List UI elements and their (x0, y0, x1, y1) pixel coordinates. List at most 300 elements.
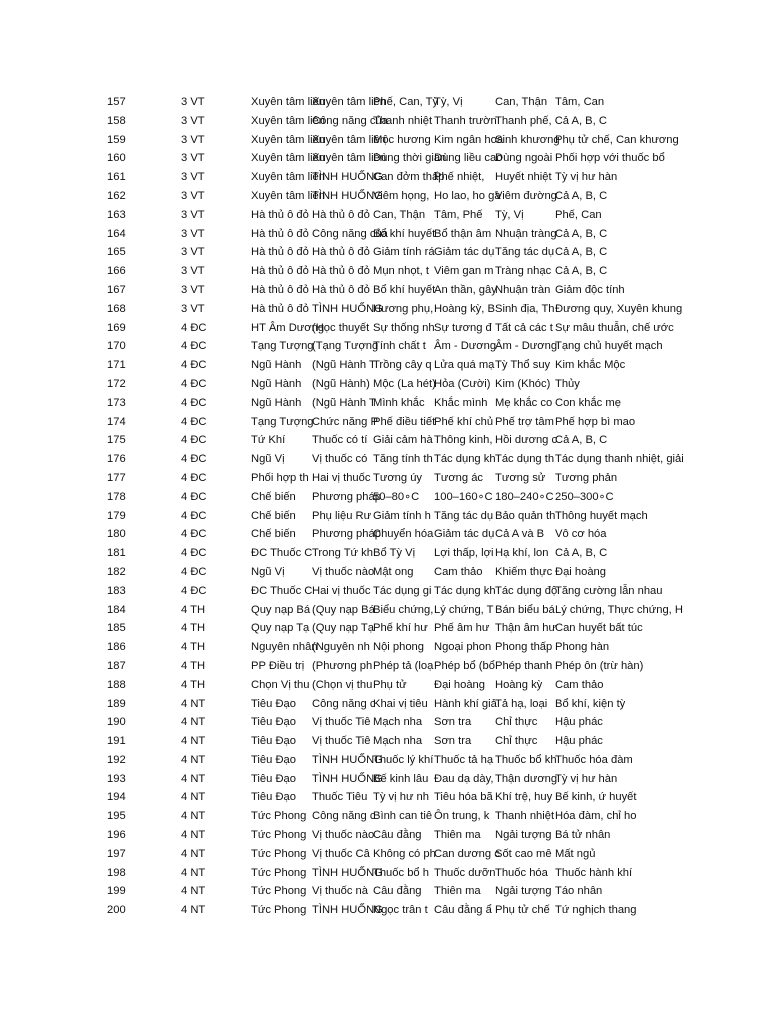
row-number-cell[interactable]: 178 (107, 490, 126, 503)
option-c-cell[interactable]: Thanh nhiệt (495, 810, 555, 823)
option-d-cell[interactable]: Tương phản (555, 471, 618, 484)
option-b-cell[interactable]: Giảm tác dụ (434, 528, 495, 541)
option-d-cell[interactable]: Bá tử nhân (555, 829, 611, 842)
option-d-cell[interactable]: Cả A, B, C (555, 547, 608, 560)
row-number-cell[interactable]: 171 (107, 359, 126, 372)
option-a-cell[interactable]: Trồng cây q (373, 359, 432, 372)
option-a-cell[interactable]: Tương úy (373, 471, 423, 484)
option-d-cell[interactable]: Đại hoàng (555, 565, 607, 578)
topic-cell[interactable]: ĐC Thuốc C (251, 584, 313, 597)
category-cell[interactable]: 3 VT (181, 246, 205, 259)
option-b-cell[interactable]: Tác dụng kh (434, 584, 496, 597)
option-d-cell[interactable]: Phong hàn (555, 641, 610, 654)
topic-cell[interactable]: Ngũ Hành (251, 396, 302, 409)
option-d-cell[interactable]: Cả A, B, C (555, 434, 608, 447)
option-a-cell[interactable]: Biểu chứng, (373, 603, 434, 616)
topic-cell[interactable]: Tức Phong (251, 847, 307, 860)
question-cell[interactable]: Trong Tứ kh (312, 547, 373, 560)
category-cell[interactable]: 4 ĐC (181, 434, 207, 447)
option-b-cell[interactable]: Phế nhiệt, (434, 171, 485, 184)
option-c-cell[interactable]: Chỉ thực (495, 716, 538, 729)
category-cell[interactable]: 3 VT (181, 283, 205, 296)
question-cell[interactable]: Xuyên tâm liên (312, 133, 387, 146)
topic-cell[interactable]: Hà thủ ô đỏ (251, 283, 309, 296)
option-a-cell[interactable]: Phế điều tiết (373, 415, 436, 428)
row-number-cell[interactable]: 158 (107, 114, 126, 127)
option-a-cell[interactable]: Tăng tính th (373, 453, 433, 466)
option-c-cell[interactable]: Hạ khí, lon (495, 547, 549, 560)
question-cell[interactable]: Hai vị thuốc (312, 584, 371, 597)
topic-cell[interactable]: Chế biến (251, 509, 296, 522)
option-a-cell[interactable]: Phế khí hư (373, 622, 428, 635)
question-cell[interactable]: TÌNH HUỐNG (312, 866, 383, 879)
option-c-cell[interactable]: Tương sử (495, 471, 546, 484)
option-b-cell[interactable]: Sơn tra (434, 735, 472, 748)
question-cell[interactable]: (Ngũ Hành T (312, 396, 376, 409)
question-cell[interactable]: Vị thuốc Tiê (312, 716, 371, 729)
option-a-cell[interactable]: Câu đằng (373, 885, 422, 898)
topic-cell[interactable]: Chọn Vị thu (251, 678, 310, 691)
option-c-cell[interactable]: Sinh địa, Th (495, 302, 555, 315)
option-a-cell[interactable]: Mạch nha (373, 735, 423, 748)
question-cell[interactable]: Vị thuốc nà (312, 885, 368, 898)
row-number-cell[interactable]: 168 (107, 302, 126, 315)
topic-cell[interactable]: Tức Phong (251, 885, 307, 898)
option-d-cell[interactable]: Tứ nghịch thang (555, 904, 637, 917)
option-d-cell[interactable]: Cả A, B, C (555, 227, 608, 240)
option-d-cell[interactable]: Bổ khí, kiện tỳ (555, 697, 626, 710)
question-cell[interactable]: Chức năng P (312, 415, 378, 428)
option-b-cell[interactable]: Tâm, Phế (434, 208, 483, 221)
option-c-cell[interactable]: Khí trệ, huy (495, 791, 553, 804)
option-b-cell[interactable]: Ngoại phon (434, 641, 492, 654)
option-a-cell[interactable]: Không có ph (373, 847, 436, 860)
option-c-cell[interactable]: Tràng nhạc (495, 265, 552, 278)
topic-cell[interactable]: Xuyên tâm liên (251, 133, 326, 146)
topic-cell[interactable]: Tức Phong (251, 810, 307, 823)
option-a-cell[interactable]: Nội phong (373, 641, 425, 654)
question-cell[interactable]: (Tạng Tượng (312, 340, 379, 353)
option-d-cell[interactable]: Thông huyết mạch (555, 509, 648, 522)
option-b-cell[interactable]: Dùng liều cao (434, 152, 503, 165)
topic-cell[interactable]: Tức Phong (251, 829, 307, 842)
row-number-cell[interactable]: 185 (107, 622, 126, 635)
topic-cell[interactable]: Xuyên tâm liên (251, 114, 326, 127)
question-cell[interactable]: Phương pháp (312, 490, 381, 503)
option-a-cell[interactable]: Viêm họng, (373, 189, 430, 202)
option-b-cell[interactable]: Bổ thận âm (434, 227, 492, 240)
question-cell[interactable]: Xuyên tâm liên (312, 152, 387, 165)
row-number-cell[interactable]: 172 (107, 377, 126, 390)
option-d-cell[interactable]: Lý chứng, Thực chứng, H (555, 603, 683, 616)
option-c-cell[interactable]: Phế trợ tâm (495, 415, 554, 428)
option-b-cell[interactable]: Sự tương đ (434, 321, 492, 334)
option-c-cell[interactable]: Cả A và B (495, 528, 545, 541)
option-b-cell[interactable]: 100–160∘C (434, 490, 493, 503)
option-c-cell[interactable]: Ngải tượng (495, 829, 552, 842)
row-number-cell[interactable]: 182 (107, 565, 126, 578)
row-number-cell[interactable]: 188 (107, 678, 126, 691)
option-a-cell[interactable]: Mạch nha (373, 716, 423, 729)
option-a-cell[interactable]: Thuốc lý khí (373, 753, 434, 766)
option-d-cell[interactable]: Thủy (555, 377, 580, 390)
row-number-cell[interactable]: 193 (107, 772, 126, 785)
option-b-cell[interactable]: Sơn tra (434, 716, 472, 729)
option-a-cell[interactable]: Bình can tiê (373, 810, 433, 823)
option-b-cell[interactable]: Đau dạ dày, (434, 772, 494, 785)
row-number-cell[interactable]: 173 (107, 396, 126, 409)
option-a-cell[interactable]: Phép tả (loạ (373, 659, 434, 672)
option-a-cell[interactable]: Tác dụng gi (373, 584, 432, 597)
option-d-cell[interactable]: Con khắc mẹ (555, 396, 621, 409)
option-b-cell[interactable]: Hỏa (Cười) (434, 377, 491, 390)
option-a-cell[interactable]: Giảm tính h (373, 509, 431, 522)
option-b-cell[interactable]: Ôn trung, k (434, 810, 490, 823)
row-number-cell[interactable]: 196 (107, 829, 126, 842)
option-d-cell[interactable]: Phép ôn (trừ hàn) (555, 659, 644, 672)
category-cell[interactable]: 4 TH (181, 603, 206, 616)
question-cell[interactable]: Hai vị thuốc (312, 471, 371, 484)
option-b-cell[interactable]: Lợi thấp, lợi (434, 547, 494, 560)
row-number-cell[interactable]: 177 (107, 471, 126, 484)
option-c-cell[interactable]: Thanh phế, Cả A, B, C (495, 114, 607, 127)
option-b-cell[interactable]: An thần, gây (434, 283, 497, 296)
category-cell[interactable]: 4 NT (181, 697, 206, 710)
row-number-cell[interactable]: 160 (107, 152, 126, 165)
topic-cell[interactable]: Tiêu Đạo (251, 772, 296, 785)
topic-cell[interactable]: HT Âm Dương (251, 321, 325, 334)
row-number-cell[interactable]: 166 (107, 265, 126, 278)
option-a-cell[interactable]: Phụ tử (373, 678, 407, 691)
option-b-cell[interactable]: Phế khí chủ (434, 415, 494, 428)
topic-cell[interactable]: Phối hợp th (251, 471, 309, 484)
topic-cell[interactable]: Xuyên tâm liên (251, 152, 326, 165)
option-d-cell[interactable]: Bế kinh, ứ huyết (555, 791, 637, 804)
topic-cell[interactable]: Ngũ Hành (251, 359, 302, 372)
topic-cell[interactable]: Tiêu Đạo (251, 716, 296, 729)
topic-cell[interactable]: Tiêu Đạo (251, 697, 296, 710)
question-cell[interactable]: Hà thủ ô đỏ (312, 283, 370, 296)
option-d-cell[interactable]: Đương quy, Xuyên khung (555, 302, 683, 315)
option-c-cell[interactable]: 180–240∘C (495, 490, 554, 503)
option-b-cell[interactable]: Viêm gan m (434, 265, 494, 278)
option-b-cell[interactable]: Thuốc dưỡn (434, 866, 496, 879)
option-d-cell[interactable]: Hậu phác (555, 716, 603, 729)
row-number-cell[interactable]: 163 (107, 208, 126, 221)
question-cell[interactable]: Hà thủ ô đỏ (312, 246, 370, 259)
option-a-cell[interactable]: Can đởm thấp (373, 171, 445, 184)
option-b-cell[interactable]: Can dương c (434, 847, 500, 860)
category-cell[interactable]: 4 ĐC (181, 359, 207, 372)
question-cell[interactable]: Thuốc có tí (312, 434, 368, 447)
category-cell[interactable]: 4 ĐC (181, 415, 207, 428)
category-cell[interactable]: 4 NT (181, 810, 206, 823)
row-number-cell[interactable]: 199 (107, 885, 126, 898)
topic-cell[interactable]: Tạng Tượng (251, 415, 314, 428)
question-cell[interactable]: Xuyên tâm liên (312, 96, 387, 108)
option-d-cell[interactable]: Thuốc hóa đàm (555, 753, 633, 766)
option-b-cell[interactable]: Khắc mình (434, 396, 488, 409)
topic-cell[interactable]: Hà thủ ô đỏ (251, 302, 309, 315)
topic-cell[interactable]: Tiêu Đạo (251, 753, 296, 766)
topic-cell[interactable]: Xuyên tâm liên (251, 96, 326, 108)
category-cell[interactable]: 4 TH (181, 678, 206, 691)
option-c-cell[interactable]: Kim (Khóc) (495, 377, 551, 390)
option-c-cell[interactable]: Phong thấp (495, 641, 553, 654)
question-cell[interactable]: Công năng c (312, 697, 376, 710)
option-d-cell[interactable]: Can huyết bất túc (555, 622, 643, 635)
option-c-cell[interactable]: Tả hạ, loại (495, 697, 548, 710)
option-a-cell[interactable]: Thuốc bổ h (373, 866, 429, 879)
category-cell[interactable]: 4 NT (181, 904, 206, 917)
category-cell[interactable]: 4 ĐC (181, 377, 207, 390)
question-cell[interactable]: (Chọn vị thu (312, 678, 373, 691)
option-c-cell[interactable]: Tác dụng th (495, 453, 555, 466)
option-a-cell[interactable]: Sự thống nh (373, 321, 435, 334)
category-cell[interactable]: 3 VT (181, 96, 205, 108)
topic-cell[interactable]: Hà thủ ô đỏ (251, 246, 309, 259)
question-cell[interactable]: TÌNH HUỐNG (312, 189, 383, 202)
option-c-cell[interactable]: Phép thanh (495, 659, 553, 672)
option-b-cell[interactable]: Lửa quá mạ (434, 359, 495, 372)
row-number-cell[interactable]: 179 (107, 509, 126, 522)
topic-cell[interactable]: Tạng Tượng (251, 340, 314, 353)
option-d-cell[interactable]: Hóa đàm, chỉ ho (555, 810, 637, 823)
row-number-cell[interactable]: 174 (107, 415, 126, 428)
option-c-cell[interactable]: Ngải tượng (495, 885, 552, 898)
row-number-cell[interactable]: 161 (107, 171, 126, 184)
topic-cell[interactable]: PP Điều trị (251, 659, 305, 672)
option-c-cell[interactable]: Bán biểu bá (495, 603, 555, 616)
category-cell[interactable]: 3 VT (181, 114, 205, 127)
option-b-cell[interactable]: Âm - Dương (434, 340, 497, 353)
question-cell[interactable]: (Học thuyết (312, 321, 370, 334)
option-c-cell[interactable]: Tỳ Thổ suy (495, 359, 551, 372)
category-cell[interactable]: 4 NT (181, 866, 206, 879)
option-c-cell[interactable]: Âm - Dương (495, 340, 558, 353)
option-c-cell[interactable]: Tỳ, Vị (495, 208, 524, 221)
option-d-cell[interactable]: Kim khắc Mộc (555, 359, 626, 372)
question-cell[interactable]: (Quy nạp Tạ (312, 622, 374, 635)
option-d-cell[interactable]: Tạng chủ huyết mạch (555, 340, 663, 353)
option-c-cell[interactable]: Thận dương (495, 772, 558, 785)
row-number-cell[interactable]: 157 (107, 96, 126, 108)
row-number-cell[interactable]: 162 (107, 189, 126, 202)
row-number-cell[interactable]: 181 (107, 547, 126, 560)
row-number-cell[interactable]: 159 (107, 133, 126, 146)
option-d-cell[interactable]: Tăng cường lẫn nhau (555, 584, 663, 597)
row-number-cell[interactable]: 167 (107, 283, 126, 296)
category-cell[interactable]: 4 NT (181, 716, 206, 729)
question-cell[interactable]: Vị thuốc nào (312, 565, 375, 578)
row-number-cell[interactable]: 187 (107, 659, 126, 672)
option-a-cell[interactable]: Mộc (La hét) (373, 377, 436, 390)
option-d-cell[interactable]: Giảm độc tính (555, 283, 625, 296)
option-b-cell[interactable]: Tỳ, Vị (434, 96, 463, 108)
option-d-cell[interactable]: Cả A, B, C (555, 189, 608, 202)
option-d-cell[interactable]: Cả A, B, C (555, 246, 608, 259)
category-cell[interactable]: 4 ĐC (181, 528, 207, 541)
row-number-cell[interactable]: 180 (107, 528, 126, 541)
category-cell[interactable]: 4 ĐC (181, 471, 207, 484)
option-d-cell[interactable]: Sự mâu thuẫn, chế ước (555, 321, 674, 334)
question-cell[interactable]: (Quy nạp Bá (312, 603, 375, 616)
row-number-cell[interactable]: 186 (107, 641, 126, 654)
option-a-cell[interactable]: Hương phụ, (373, 302, 434, 315)
option-b-cell[interactable]: Thiên ma (434, 885, 481, 898)
option-b-cell[interactable]: Hành khí giả (434, 697, 497, 710)
topic-cell[interactable]: Xuyên tâm liên (251, 171, 326, 184)
option-c-cell[interactable]: Sinh khương (495, 133, 560, 146)
option-d-cell[interactable]: Táo nhân (555, 885, 603, 898)
row-number-cell[interactable]: 183 (107, 584, 126, 597)
option-c-cell[interactable]: Thận âm hư (495, 622, 556, 635)
option-c-cell[interactable]: Dùng ngoài (495, 152, 553, 165)
option-d-cell[interactable]: Cả A, B, C (555, 265, 608, 278)
option-c-cell[interactable]: Can, Thận (495, 96, 548, 108)
option-b-cell[interactable]: Kim ngân hoa (434, 133, 504, 146)
option-a-cell[interactable]: Thanh nhiệt (373, 114, 433, 127)
category-cell[interactable]: 4 NT (181, 791, 206, 804)
category-cell[interactable]: 3 VT (181, 208, 205, 221)
topic-cell[interactable]: Quy nạp Tạ (251, 622, 310, 635)
option-a-cell[interactable]: Dùng thời gian (373, 152, 447, 165)
option-b-cell[interactable]: Câu đằng ẩ (434, 904, 492, 917)
option-c-cell[interactable]: Thuốc hóa (495, 866, 548, 879)
category-cell[interactable]: 4 ĐC (181, 340, 207, 353)
option-d-cell[interactable]: Tác dụng thanh nhiệt, giải (555, 453, 684, 466)
option-c-cell[interactable]: Phụ tử chế (495, 904, 550, 917)
category-cell[interactable]: 4 ĐC (181, 584, 207, 597)
option-a-cell[interactable]: Khai vị tiêu (373, 697, 428, 710)
question-cell[interactable]: Hà thủ ô đỏ (312, 265, 370, 278)
row-number-cell[interactable]: 189 (107, 697, 126, 710)
row-number-cell[interactable]: 176 (107, 453, 126, 466)
row-number-cell[interactable]: 190 (107, 716, 126, 729)
option-d-cell[interactable]: Phế hợp bì mao (555, 415, 636, 428)
option-c-cell[interactable]: Bảo quản th (495, 509, 556, 522)
row-number-cell[interactable]: 164 (107, 227, 126, 240)
option-b-cell[interactable]: Thuốc tả hạ (434, 753, 494, 766)
topic-cell[interactable]: Chế biến (251, 528, 296, 541)
option-c-cell[interactable]: Hồi dương c (495, 434, 558, 447)
option-a-cell[interactable]: Bổ Tỳ Vị (373, 547, 416, 560)
option-d-cell[interactable]: Thuốc hành khí (555, 866, 633, 879)
option-d-cell[interactable]: Phụ tử chế, Can khương (555, 133, 679, 146)
row-number-cell[interactable]: 200 (107, 904, 126, 917)
option-b-cell[interactable]: Đại hoàng (434, 678, 486, 691)
option-b-cell[interactable]: Thông kinh, (434, 434, 493, 447)
option-d-cell[interactable]: Phế, Can (555, 208, 602, 221)
category-cell[interactable]: 4 ĐC (181, 509, 207, 522)
question-cell[interactable]: (Ngũ Hành) (312, 377, 370, 390)
option-b-cell[interactable]: Tương ác (434, 471, 484, 484)
option-b-cell[interactable]: Tác dụng kh (434, 453, 496, 466)
topic-cell[interactable]: Chế biến (251, 490, 296, 503)
topic-cell[interactable]: Hà thủ ô đỏ (251, 208, 309, 221)
category-cell[interactable]: 4 ĐC (181, 547, 207, 560)
category-cell[interactable]: 3 VT (181, 265, 205, 278)
option-a-cell[interactable]: 50–80∘C (373, 490, 420, 503)
option-c-cell[interactable]: Khiếm thực (495, 565, 553, 578)
topic-cell[interactable]: Tứ Khí (251, 434, 286, 447)
option-b-cell[interactable]: Phế âm hư (434, 622, 490, 635)
option-a-cell[interactable]: Giải cảm hà (373, 434, 433, 447)
option-d-cell[interactable]: Tỳ vị hư hàn (555, 772, 618, 785)
option-b-cell[interactable]: Giảm tác dụ (434, 246, 495, 259)
category-cell[interactable]: 4 NT (181, 885, 206, 898)
option-a-cell[interactable]: Mình khắc (373, 396, 425, 409)
category-cell[interactable]: 4 TH (181, 641, 206, 654)
question-cell[interactable]: (Nguyên nh (312, 641, 370, 654)
category-cell[interactable]: 4 NT (181, 772, 206, 785)
option-b-cell[interactable]: Tăng tác dụ (434, 509, 494, 522)
option-d-cell[interactable]: Cam thảo (555, 678, 604, 691)
category-cell[interactable]: 3 VT (181, 171, 205, 184)
category-cell[interactable]: 3 VT (181, 152, 205, 165)
question-cell[interactable]: Thuốc Tiêu (312, 791, 368, 804)
option-a-cell[interactable]: Chuyển hóa (373, 528, 434, 541)
option-c-cell[interactable]: Tăng tác dụ (495, 246, 555, 259)
option-d-cell[interactable]: Tâm, Can (555, 96, 605, 108)
option-c-cell[interactable]: Mẹ khắc co (495, 396, 553, 409)
option-a-cell[interactable]: Bổ khí huyết (373, 227, 436, 240)
row-number-cell[interactable]: 165 (107, 246, 126, 259)
category-cell[interactable]: 4 ĐC (181, 321, 207, 334)
category-cell[interactable]: 4 ĐC (181, 453, 207, 466)
question-cell[interactable]: Vị thuốc Câ (312, 847, 370, 860)
topic-cell[interactable]: Hà thủ ô đỏ (251, 265, 309, 278)
topic-cell[interactable]: Xuyên tâm liên (251, 189, 326, 202)
option-a-cell[interactable]: Ngọc trân t (373, 904, 428, 917)
option-c-cell[interactable]: Viêm đường (495, 189, 557, 202)
row-number-cell[interactable]: 198 (107, 866, 126, 879)
row-number-cell[interactable]: 175 (107, 434, 126, 447)
option-d-cell[interactable]: Hậu phác (555, 735, 603, 748)
question-cell[interactable]: TÌNH HUỐNG (312, 772, 383, 785)
category-cell[interactable]: 4 NT (181, 829, 206, 842)
row-number-cell[interactable]: 170 (107, 340, 126, 353)
topic-cell[interactable]: Tức Phong (251, 904, 307, 917)
category-cell[interactable]: 3 VT (181, 302, 205, 315)
option-b-cell[interactable]: Phép bổ (bổ (434, 659, 495, 672)
category-cell[interactable]: 4 TH (181, 622, 206, 635)
question-cell[interactable]: Hà thủ ô đỏ (312, 208, 370, 221)
row-number-cell[interactable]: 184 (107, 603, 126, 616)
category-cell[interactable]: 4 ĐC (181, 396, 207, 409)
option-d-cell[interactable]: Vô cơ hóa (555, 528, 607, 541)
question-cell[interactable]: Công năng của (312, 114, 388, 127)
topic-cell[interactable]: Nguyên nhân (251, 641, 318, 654)
topic-cell[interactable]: Ngũ Vị (251, 565, 285, 578)
category-cell[interactable]: 4 ĐC (181, 565, 207, 578)
row-number-cell[interactable]: 191 (107, 735, 126, 748)
option-c-cell[interactable]: Sốt cao mê (495, 847, 552, 860)
category-cell[interactable]: 3 VT (181, 227, 205, 240)
row-number-cell[interactable]: 195 (107, 810, 126, 823)
option-c-cell[interactable]: Hoàng kỳ (495, 678, 543, 691)
option-b-cell[interactable]: Cam thảo (434, 565, 483, 578)
option-c-cell[interactable]: Tất cả các t (495, 321, 553, 334)
option-d-cell[interactable]: Tỳ vị hư hàn (555, 171, 618, 184)
category-cell[interactable]: 3 VT (181, 189, 205, 202)
option-b-cell[interactable]: Ho lao, ho gà (434, 189, 501, 202)
category-cell[interactable]: 4 NT (181, 753, 206, 766)
option-a-cell[interactable]: Bế kinh lâu (373, 772, 429, 785)
topic-cell[interactable]: Ngũ Vị (251, 453, 285, 466)
topic-cell[interactable]: Tức Phong (251, 866, 307, 879)
topic-cell[interactable]: Tiêu Đạo (251, 791, 296, 804)
